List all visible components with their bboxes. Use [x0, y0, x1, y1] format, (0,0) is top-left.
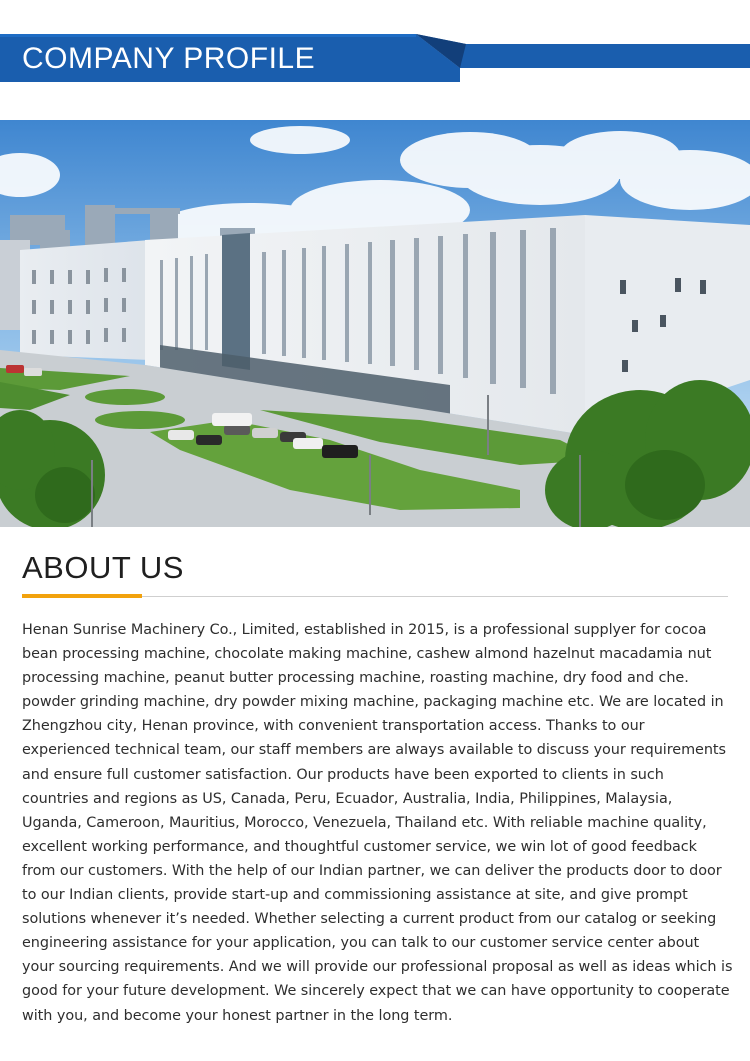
- factory-building-illustration: [0, 120, 750, 527]
- heading-accent-bar: [22, 594, 142, 598]
- factory-building-photo: [0, 120, 750, 527]
- section-header-banner: [0, 0, 750, 90]
- about-us-heading: ABOUT US: [22, 550, 184, 585]
- about-us-body: Henan Sunrise Machinery Co., Limited, established in 2015, is a professional supplyer for cocoa bean processing machine, chocolate making machine, cashew almond hazelnut macadamia nut processing machine, peanut butter processing machine, roasting machine, dry food and che. powder grinding machine, dry powder mixing machine, packaging machine etc. We are located in Zhengzhou city, Henan province, with convenient transportation access. Thanks to our experienced technical team, our staff members are always available to discuss your requirements and ensure full customer satisfaction. Our products have been exported to clients in such countries and regions as US, Canada, Peru, Ecuador, Australia, India, Philippines, Malaysia, Uganda, Cameroon, Mauritius, Morocco, Venezuela, Thailand etc. With reliable machine quality, excellent working performance, and thoughtful customer service, we win lot of good feedback from our customers. With the help of our Indian partner, we can deliver the products door to door to our Indian clients, provide start-up and commissioning assistance at site, and give prompt solutions whenever it’s needed. Whether selecting a current product from our catalog or seeking engineering assistance for your application, you can talk to our customer service center about your sourcing requirements. And we will provide our professional proposal as well as ideas which is good for your future development. We sincerely expect that we can have opportunity to cooperate with you, and become your honest partner in the long term.: [22, 622, 733, 1024]
- page-title: COMPANY PROFILE: [22, 42, 316, 75]
